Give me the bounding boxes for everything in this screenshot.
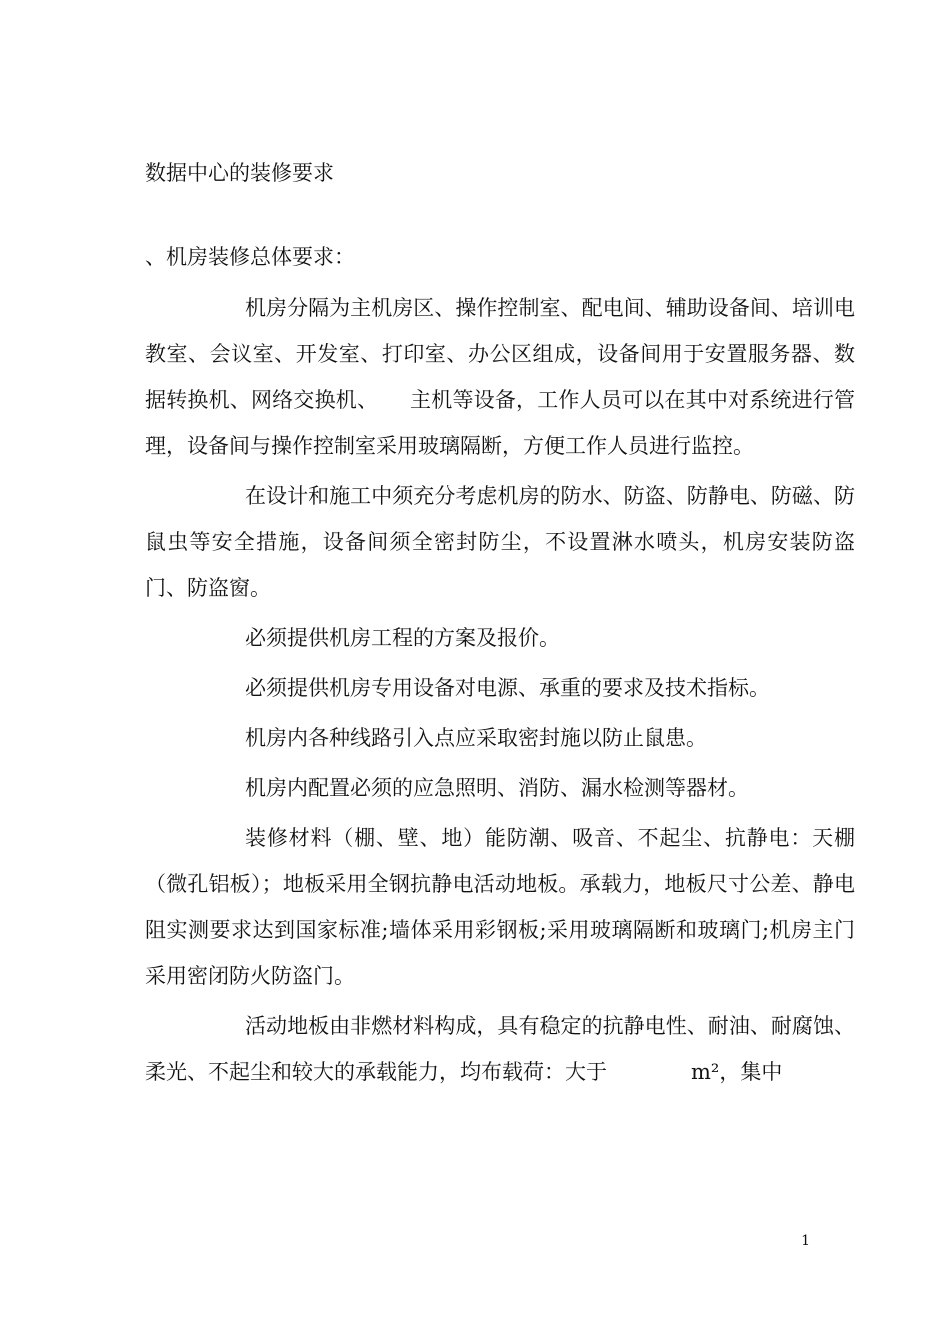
document-title: 数据中心的装修要求 <box>145 161 334 185</box>
paragraph-raised-floor: 活动地板由非燃材料构成，具有稳定的抗静电性、耐油、耐腐蚀、柔光、不起尘和较大的承载能力，均布载荷：大于 m²，集中 <box>145 1014 855 1084</box>
paragraph-line-sealing: 机房内各种线路引入点应采取密封施以防止鼠患。 <box>245 726 707 750</box>
document-body <box>145 285 855 1095</box>
paragraph-room-layout: 机房分隔为主机房区、操作控制室、配电间、辅助设备间、培训电教室、会议室、开发室、打印室、办公区组成，设备间用于安置服务器、数据转换机、网络交换机、 主机等设备，工作人员可以在其中对系统进行管理，设备间与操作控制室采用玻璃隔断，方便工作人员进行监控。 <box>145 296 855 458</box>
paragraph-emergency-equipment: 机房内配置必须的应急照明、消防、漏水检测等器材。 <box>245 776 749 800</box>
paragraph-security-measures: 在设计和施工中须充分考虑机房的防水、防盗、防静电、防磁、防鼠虫等安全措施，设备间须全密封防尘，不设置淋水喷头，机房安装防盗门、防盗窗。 <box>145 484 855 600</box>
paragraph-materials: 装修材料（棚、壁、地）能防潮、吸音、不起尘、抗静电：天棚（微孔铝板）；地板采用全钢抗静电活动地板。承载力，地板尺寸公差、静电阻实测要求达到国家标准;墙体采用彩钢板;采用玻璃隔断和玻璃门;机房主门采用密闭防火防盗门。 <box>145 826 855 988</box>
page-number: 1 <box>801 1233 810 1249</box>
paragraph-equipment-specs: 必须提供机房专用设备对电源、承重的要求及技术指标。 <box>245 676 770 700</box>
paragraph-plan-quote: 必须提供机房工程的方案及报价。 <box>245 626 560 650</box>
section-heading: 、机房装修总体要求： <box>145 245 355 269</box>
